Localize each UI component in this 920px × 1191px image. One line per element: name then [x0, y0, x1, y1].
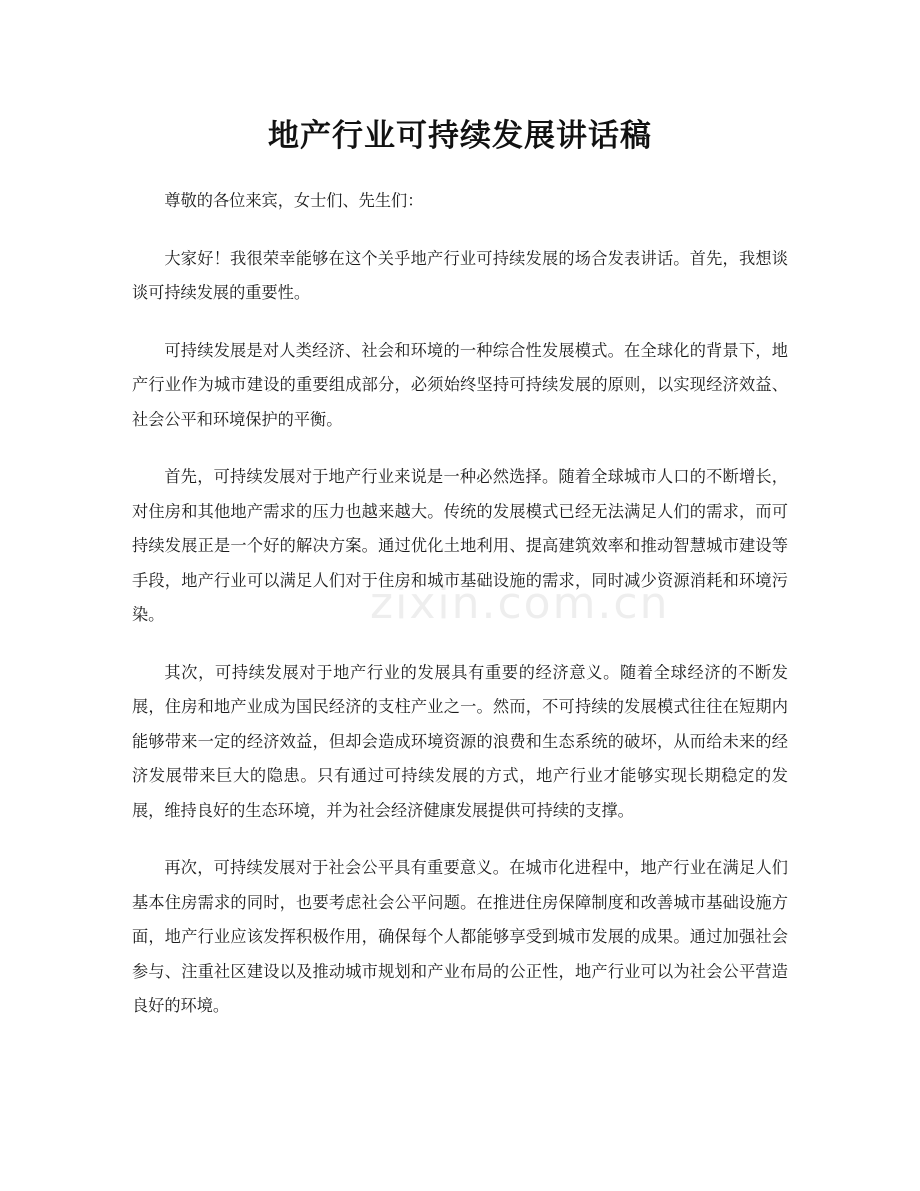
- paragraph-definition: 可持续发展是对人类经济、社会和环境的一种综合性发展模式。在全球化的背景下，地产行业作为城市建设的重要组成部分，必须始终坚持可持续发展的原则，以实现经济效益、社会公平和环境保护的平衡。: [132, 340, 788, 429]
- document-title: 地产行业可持续发展讲话稿: [268, 118, 652, 154]
- paragraph-greeting: 大家好！我很荣幸能够在这个关乎地产行业可持续发展的场合发表讲话。首先，我想谈谈可持续发展的重要性。: [132, 248, 788, 302]
- paragraph-salutation: 尊敬的各位来宾，女士们、先生们：: [164, 191, 424, 210]
- paragraph-economic: 其次，可持续发展对于地产行业的发展具有重要的经济意义。随着全球经济的不断发展，住房和地产业成为国民经济的支柱产业之一。然而，不可持续的发展模式往往在短期内能够带来一定的经济效益，但却会造成环境资源的浪费和生态系统的破坏，从而给未来的经济发展带来巨大的隐患。只有通过可持续发展的方式，地产行业才能够实现长期稳定的发展，维持良好的生态环境，并为社会经济健康发展提供可持续的支撑。: [132, 662, 788, 820]
- paragraph-necessity: 首先，可持续发展对于地产行业来说是一种必然选择。随着全球城市人口的不断增长，对住房和其他地产需求的压力也越来越大。传统的发展模式已经无法满足人们的需求，而可持续发展正是一个好的解决方案。通过优化土地利用、提高建筑效率和推动智慧城市建设等手段，地产行业可以满足人们对于住房和城市基础设施的需求，同时减少资源消耗和环境污染。: [132, 467, 788, 624]
- watermark: zixin.com.cn: [370, 578, 670, 629]
- document-body: [132, 184, 788, 1047]
- paragraph-social-fairness: 再次，可持续发展对于社会公平具有重要意义。在城市化进程中，地产行业在满足人们基本住房需求的同时，也要考虑社会公平问题。在推进住房保障制度和改善城市基础设施方面，地产行业应该发挥积极作用，确保每个人都能够享受到城市发展的成果。通过加强社会参与、注重社区建设以及推动城市规划和产业布局的公正性，地产行业可以为社会公平营造良好的环境。: [132, 858, 788, 1015]
